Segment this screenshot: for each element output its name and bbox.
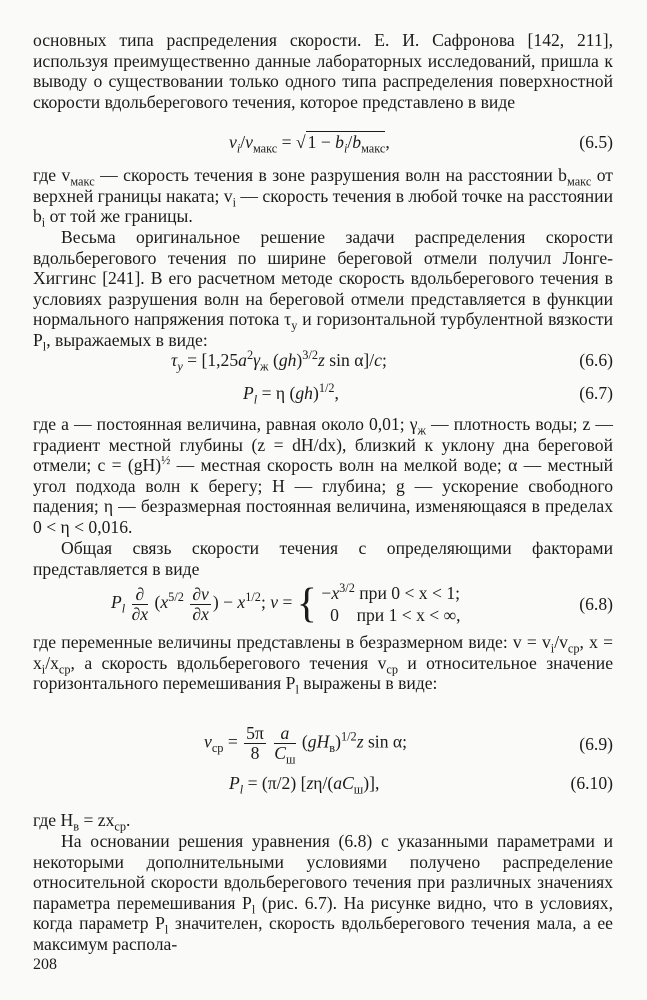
equation-number: (6.10) [570,773,613,793]
equation-6-8 [33,580,613,632]
paragraph-longuet-higgins: Весьма оригинальное решение задачи распределения скорости вдольберегового течения по ширине береговой отмели получил Лонге-Хиггинс [241]. В его расчетном методе скорость вдольберегового течения в условиях разрушения волн на береговой отмели представляется в функции нормального напряжения потока $\tau_y$ и горизонтальной турбулентной вязкости $P_l$, выражаемых в виде: [33,227,614,354]
equation-6-7-formula: $P_l = \eta$ (gh)$^{1/2}$, [243,381,339,407]
paragraph-hv-definition: где $H_в = zx_{ср}$. [33,810,131,834]
equation-6-10-formula: $P_l = (\pi/2)$ $[z\eta/(aC_ш)]$, [229,773,380,797]
paragraph-solution: На основании решения уравнения (6.8) с указанными параметрами и некоторыми дополнительными условиями получено распределение относительной скорости вдольберегового течения при различных значениях параметра перемешивания $P_l$ (рис. 6.7). На рисунке видно, что в условиях, когда параметр $P_l$ значителен, скорость вдольберегового течения мала, а ее максимум распола- [33,831,613,954]
equation-6-5-formula: $v_i/v_{макс}$ = √ $1 - b_i/b_{макс}$, [229,132,390,156]
equation-number: (6.6) [579,350,613,370]
equation-6-8-formula: $P_l$ $\frac{\partial}{\partial x}$ ($x^{5/2}$ $\frac{\partial v}{\partial x}$ ) − $x^{1/2}$; v = { $-x^{3/2}$ при 0 < x < 1; 0 при 1 < x < ∞, [111,581,461,627]
equation-number: (6.7) [579,383,613,403]
case-2-condition: при 1 < x < ∞, [356,605,461,625]
page-number: 208 [33,956,57,973]
equation-number: (6.8) [579,594,613,614]
equation-6-6-formula: $\tau_y = [1,25a^2\gamma_ж$ (gh)$^{3/2}$z sin α]/c; [171,348,387,374]
equation-6-9 [33,724,613,768]
equation-6-9-formula: $v_{ср}$ = $\frac{5\pi}{8}$ $\frac{a}{C_ш}$ $(gH_в)^{1/2}z$ sin α; [204,723,407,767]
equation-6-10 [33,773,613,803]
equation-6-5 [33,132,613,162]
equation-6-7 [33,383,613,413]
paragraph-dimensionless: где переменные величины представлены в безразмерном виде: $v = v_i/v_{ср}$, $x = x_i/x_{ср}$, а скорость вдольберегового течения $v_{ср}$ и относительное значение горизонтального перемешивания $P_l$ выражены в виде: [33,632,614,697]
paragraph-definitions-1: где $v_{макс}$ — скорость течения в зоне разрушения волн на расстоянии $b_{макс}$ от верхней границы наката; $v_i$ — скорость течения в любой точке на расстоянии $b_i$ от той же границы. [33,165,613,230]
paragraph-general-relation: Общая связь скорости течения с определяющими факторами представляется в виде [33,538,613,579]
equation-number: (6.5) [579,132,613,152]
equation-6-6 [33,350,613,380]
case-1-condition: при 0 < x < 1; [359,583,461,603]
equation-number: (6.9) [579,734,613,754]
paragraph-definitions-2: где a — постоянная величина, равная около 0,01; $\gamma_ж$ — плотность воды; z — градиент местной глубины (z = dH/dx), близкий к уклону дна береговой отмели; c = (gH)$^{\frac{1}{2}}$ — местная скорость волн на мелкой воде; α — местный угол подхода волн к берегу; H — глубина; g — ускорение свободного падения; η — безразмерная постоянная величина, изменяющаяся в пределах 0 < η < 0,016. [33,414,614,537]
paragraph-safronova: основных типа распределения скорости. Е. И. Сафронова [142, 211], используя преимущественно данные лабораторных исследований, пришла к выводу о существовании только одного типа распределения поверхностной скорости вдольберегового течения, которое представлено в виде [33,30,613,112]
